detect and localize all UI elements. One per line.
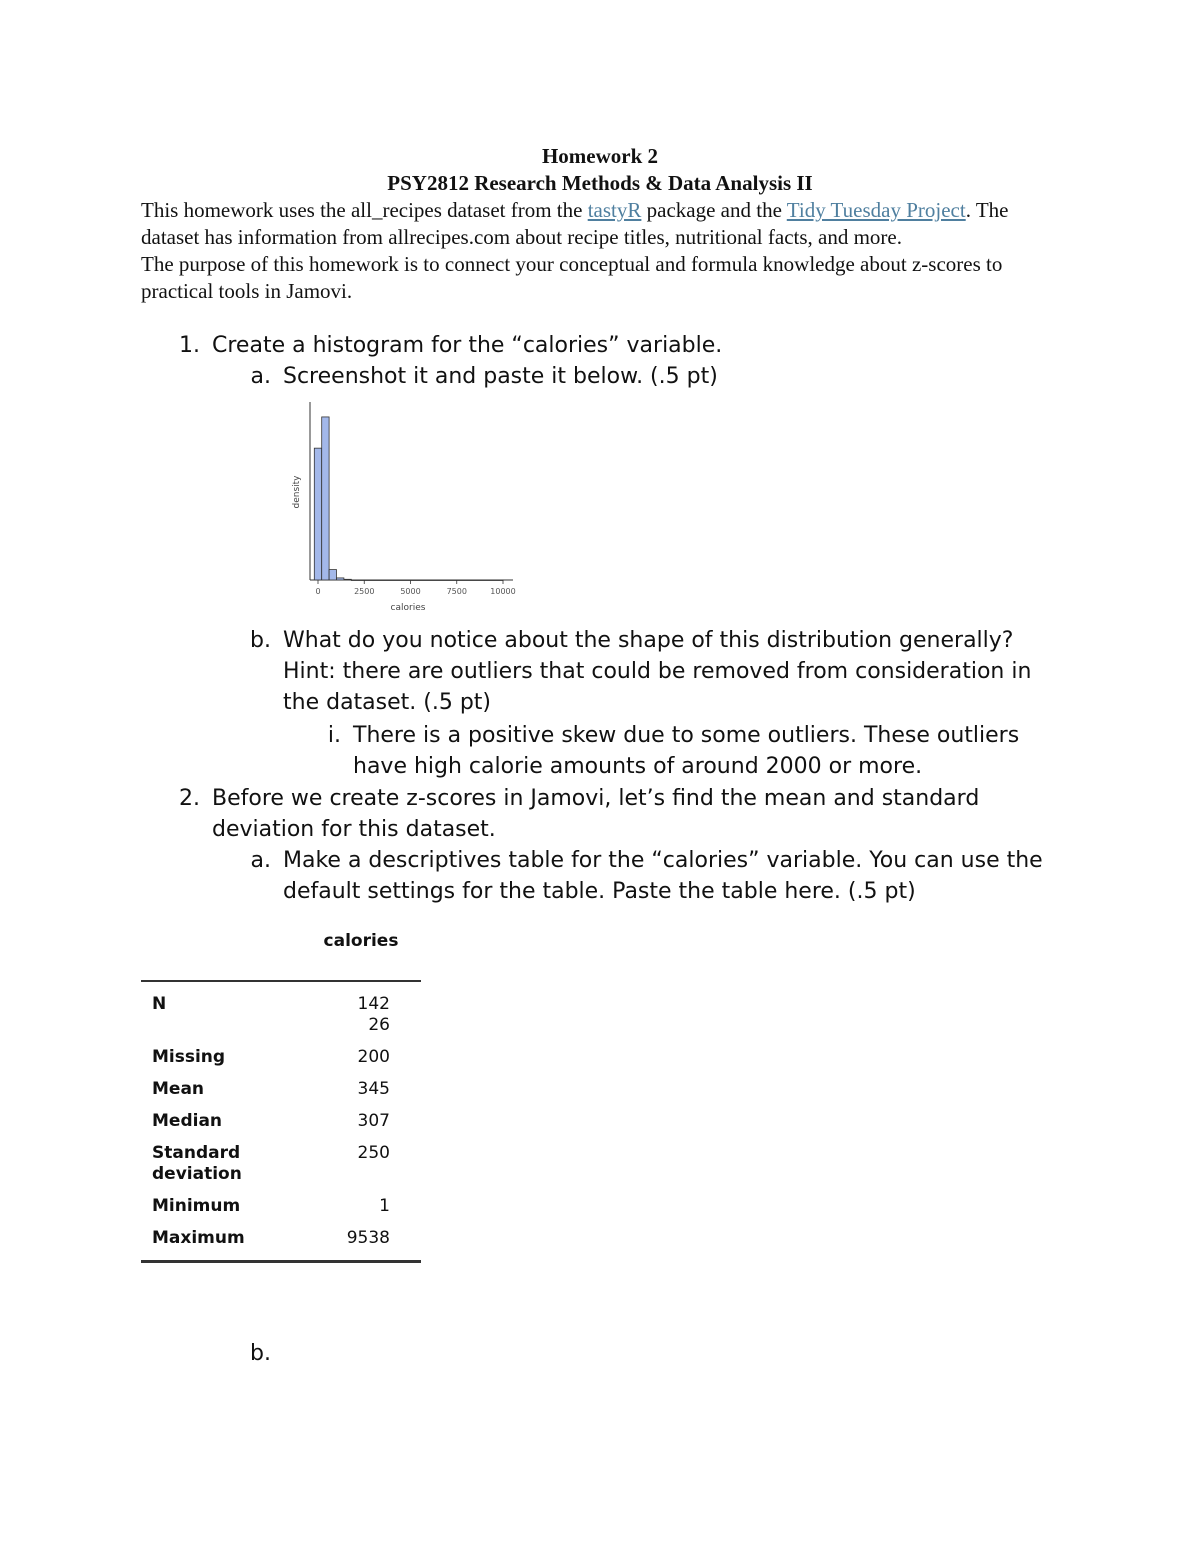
question-2a — [250, 845, 1063, 907]
table-column-header: calories — [323, 931, 399, 951]
table-row-label: Missing — [152, 1047, 226, 1067]
question-1a — [250, 361, 1083, 392]
question-text: Create a histogram for the “calories” variable. — [212, 333, 723, 358]
x-axis-label: calories — [390, 603, 426, 613]
table-row-label: Maximum — [152, 1228, 245, 1248]
intro-text: This homework uses the all_recipes dataset from the — [141, 198, 588, 222]
table-row-value: 250 — [357, 1143, 390, 1163]
table-row-value: 9538 — [346, 1228, 390, 1248]
answer-text: There is a positive skew due to some outliers. These outliers have high calorie amounts of around 2000 or more. — [353, 723, 1020, 779]
table-row-label: Minimum — [152, 1196, 241, 1216]
tastyr-link[interactable]: tastyR — [587, 198, 642, 222]
question-text: Screenshot it and paste it below. (.5 pt) — [283, 364, 718, 389]
table-row — [141, 1111, 421, 1143]
table-row — [141, 1047, 421, 1079]
course-title: PSY2812 Research Methods & Data Analysis II — [387, 171, 813, 195]
intro-text: package and the — [641, 198, 787, 222]
histogram-bar — [322, 417, 329, 580]
document-title: Homework 2 — [541, 144, 659, 168]
table-row — [141, 1143, 421, 1196]
question-marker: b. — [250, 628, 271, 653]
table-row-value: 307 — [357, 1111, 390, 1131]
histogram-bar — [344, 579, 351, 580]
table-row-value: 14226 — [357, 994, 390, 1035]
table-row-label: Mean — [152, 1079, 205, 1099]
histogram-bar — [314, 448, 321, 580]
question-marker: 1. — [179, 333, 200, 358]
title-block — [0, 143, 1200, 197]
question-1 — [179, 330, 1092, 361]
table-row — [141, 1228, 421, 1260]
x-tick-label: 5000 — [400, 587, 421, 596]
table-row-value: 1 — [379, 1196, 390, 1216]
table-row-value: 345 — [357, 1079, 390, 1099]
table-body — [141, 994, 421, 1260]
table-bottom-rule — [141, 1260, 421, 1263]
answer-marker: i. — [327, 723, 341, 748]
question-text: Make a descriptives table for the “calories” variable. You can use the default settings for the table. Paste the table here. (.5 pt) — [283, 848, 1043, 904]
histogram-bar — [329, 570, 336, 580]
table-row — [141, 1079, 421, 1111]
histogram-bar — [351, 580, 503, 581]
question-marker: a. — [250, 848, 271, 873]
question-marker: a. — [250, 364, 271, 389]
x-tick-label: 10000 — [490, 587, 516, 596]
calories-histogram — [283, 398, 523, 618]
histogram-bar — [337, 578, 344, 580]
question-1b — [250, 625, 1063, 718]
table-row-value: 200 — [357, 1047, 390, 1067]
intro-paragraph-1 — [141, 197, 1061, 251]
question-2 — [179, 783, 1072, 845]
y-axis-label: density — [292, 475, 302, 509]
question-marker: b. — [250, 1341, 271, 1366]
answer-1b-i — [327, 720, 1073, 782]
intro-paragraph-2: The purpose of this homework is to connect your conceptual and formula knowledge about z-scores to practical tools in Jamovi. — [141, 252, 1003, 303]
table-row-label: Median — [152, 1111, 223, 1131]
tidy-tuesday-link[interactable]: Tidy Tuesday Project — [786, 198, 966, 222]
table-top-rule — [141, 980, 421, 982]
x-tick-label: 7500 — [446, 587, 467, 596]
question-text: What do you notice about the shape of this distribution generally? Hint: there are outliers that could be removed from consideration in the dataset. (.5 pt) — [283, 628, 1032, 715]
x-tick-label: 0 — [315, 587, 321, 596]
intro — [141, 197, 1061, 305]
intro-text: . The dataset has information from allrecipes.com about recipe titles, nutritional facts, and more. — [141, 198, 1009, 249]
table-row-label: N — [152, 994, 167, 1014]
question-marker: 2. — [179, 786, 200, 811]
table-row — [141, 994, 421, 1047]
question-text: Before we create z-scores in Jamovi, let’s find the mean and standard deviation for this dataset. — [212, 786, 980, 842]
descriptives-table — [141, 930, 421, 1263]
x-tick-label: 2500 — [354, 587, 375, 596]
table-row-label: Standard deviation — [152, 1143, 242, 1184]
table-row — [141, 1196, 421, 1228]
